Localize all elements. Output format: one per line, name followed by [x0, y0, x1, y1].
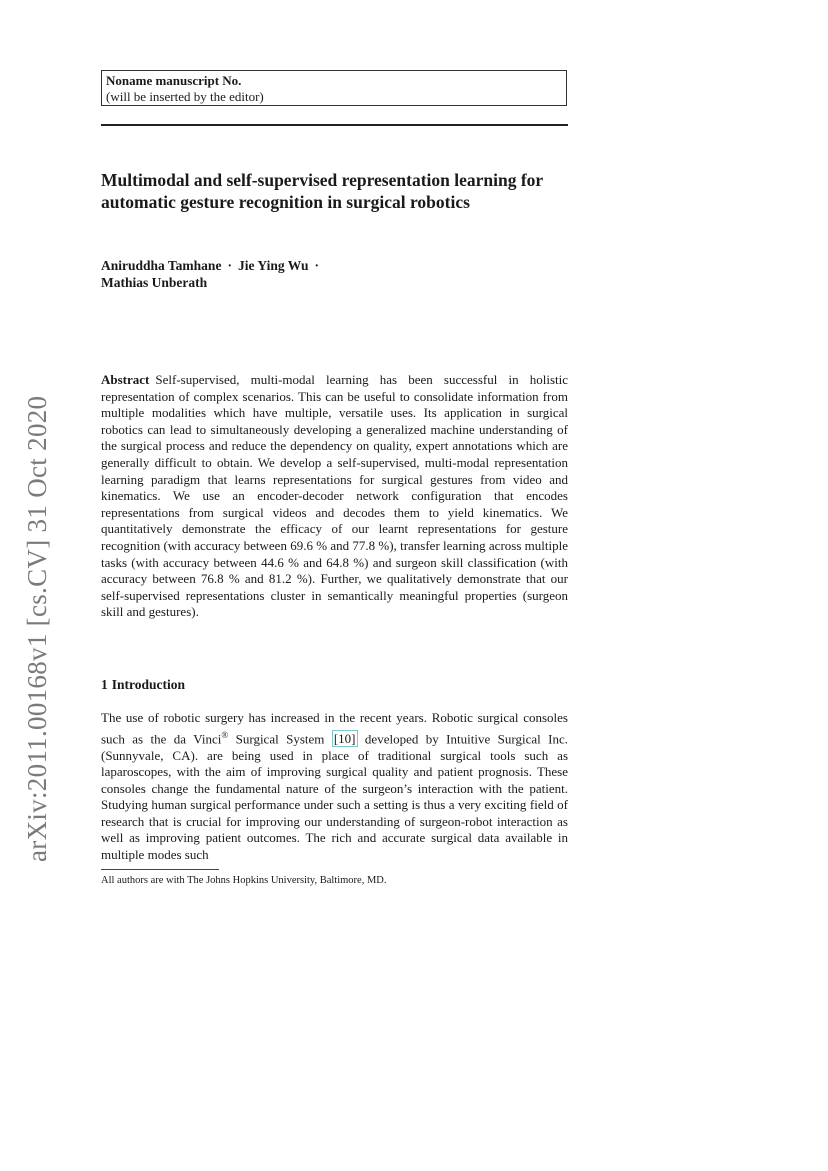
- arxiv-stamp: arXiv:2011.00168v1 [cs.CV] 31 Oct 2020: [22, 395, 52, 862]
- intro-text: developed by Intuitive Surgical Inc. (Sunnyvale, CA). are being used in place of traditional surgical tools such as laparoscopes, with the aim of improving surgical quality and patient prognosis. These consoles change the fundamental nature of the surgeon’s interaction with the patient. Studying human surgical performance under such a setting is thus a very exciting field of research that is crucial for improving our understanding of surgeon-robot interaction as well as improving patient outcomes. The rich and accurate surgical data available in multiple modes such: [101, 730, 568, 863]
- intro-text: Surgical System: [228, 730, 332, 746]
- author-list: [101, 257, 571, 291]
- manuscript-number: Noname manuscript No.: [106, 73, 242, 88]
- editor-note: (will be inserted by the editor): [106, 89, 264, 104]
- author-name: Aniruddha Tamhane: [101, 258, 222, 273]
- author-separator: ·: [314, 258, 319, 273]
- editor-note-box: [101, 70, 567, 106]
- abstract: [101, 372, 568, 621]
- introduction-paragraph: [101, 710, 568, 864]
- registered-mark: ®: [221, 729, 229, 740]
- citation-link[interactable]: [10]: [333, 730, 356, 746]
- author-separator: ·: [227, 258, 232, 273]
- header-rule: [101, 124, 568, 126]
- footnote: All authors are with The Johns Hopkins University, Baltimore, MD.: [101, 875, 387, 886]
- author-name: Jie Ying Wu: [237, 258, 309, 273]
- section-heading: [101, 676, 568, 693]
- footnote-rule: [101, 869, 219, 870]
- author-name: Mathias Unberath: [101, 275, 208, 290]
- section-number: 1: [101, 677, 108, 692]
- intro-text: The use of robotic surgery has increased in the recent years. Robotic surgical consoles such as the da Vinci: [101, 710, 568, 746]
- section-title: Introduction: [111, 677, 186, 692]
- abstract-label: Abstract: [101, 372, 150, 387]
- abstract-text: Self-supervised, multi-modal learning has been successful in holistic representation of complex scenarios. This can be useful to consolidate information from multiple modalities which have multiple, versatile uses. Its application in surgical robotics can lead to simultaneously developing a generalized machine understanding of the surgical process and reduce the dependency on quality, expert annotations which are generally difficult to obtain. We develop a self-supervised, multi-modal representation learning paradigm that learns representations for surgical gestures from video and kinematics. We use an encoder-decoder network configuration that encodes representations from surgical videos and decodes them to yield kinematics. We quantitatively demonstrate the efficacy of our learnt representations for gesture recognition (with accuracy between 69.6 % and 77.8 %), transfer learning across multiple tasks (with accuracy between 44.6 % and 64.8 %) and surgeon skill classification (with accuracy between 76.8 % and 81.2 %). Further, we qualitatively demonstrate that our self-supervised representations cluster in semantically meaningful properties (surgeon skill and gestures).: [101, 372, 568, 620]
- paper-title: Multimodal and self-supervised representation learning for automatic gesture recognition in surgical robotics: [101, 170, 543, 212]
